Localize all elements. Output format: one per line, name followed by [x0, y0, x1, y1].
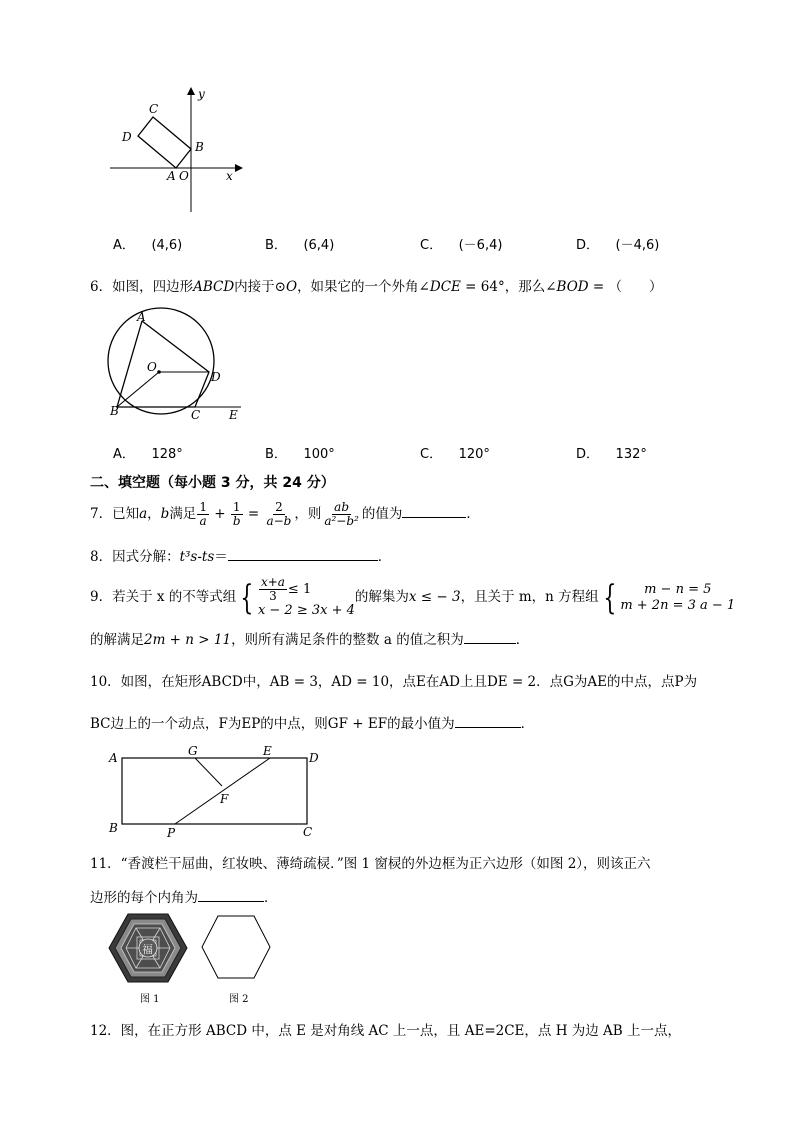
q9-question-line2: 的解满足2m + n > 11，则所有满足条件的整数 a 的值之积为 ． — [90, 628, 529, 648]
q10-label-C: C — [303, 825, 313, 839]
q5-option-d: D． (－4,6) — [576, 238, 660, 253]
q11-fig2-caption: 图 2 — [229, 994, 249, 1005]
q5-label-D: D — [122, 130, 132, 144]
q11-answer-blank — [198, 887, 264, 902]
q10-label-P: P — [167, 826, 176, 840]
q9-inequality-system: $\frac{x+a}{3}$ ≤ 1 x − 2 ≥ 3x + 4 — [257, 575, 355, 618]
q6-option-c: C． 120° — [420, 447, 490, 462]
q10-label-E: E — [263, 744, 272, 758]
q6-label-B: B — [110, 404, 119, 418]
q6-label-C: C — [191, 408, 201, 422]
q10-label-B: B — [109, 821, 118, 835]
q6-label-E: E — [229, 408, 238, 422]
q8-answer-blank — [228, 546, 378, 561]
q5-option-c: C． (－6,4) — [420, 238, 503, 253]
q10-question-line2: BC边上的一个动点，F为EP的中点，则GF + EF的最小值为 ． — [90, 712, 534, 732]
q11-question-line1: 11．“香渡栏干屈曲，红妆映、薄绮疏棂．”图 1 窗棂的外边框为正六边形（如图 2），则该正六 — [90, 856, 651, 872]
q5-option-a: A． (4,6) — [113, 238, 183, 253]
q5-label-y: y — [198, 87, 205, 101]
q11-figure-1-window-lattice — [108, 912, 188, 984]
q6-question: 6．如图，四边形ABCD内接于⊙O，如果它的一个外角∠DCE = 64°，那么∠BOD = （ ） — [90, 279, 663, 295]
q5-label-C: C — [149, 102, 159, 116]
q11-fig1-character: 福 — [142, 943, 153, 956]
q5-option-b: B． (6,4) — [265, 238, 335, 253]
q10-answer-blank — [455, 713, 521, 728]
q10-label-A: A — [109, 751, 118, 765]
q12-question-line1: 12．图，在正方形 ABCD 中，点 E 是对角线 AC 上一点，且 AE=2CE，点 H 为边 AB 上一点， — [90, 1023, 682, 1039]
q10-label-F: F — [220, 792, 229, 806]
q11-fig1-caption: 图 1 — [140, 994, 160, 1005]
q6-option-b: B． 100° — [265, 447, 335, 462]
section-2-heading: 二、填空题（每小题 3 分，共 24 分） — [90, 475, 335, 491]
q6-option-a: A． 128° — [113, 447, 183, 462]
q8-question: 8．因式分解：t³s-ts＝ ． — [90, 545, 391, 565]
q5-label-B: B — [195, 140, 204, 154]
q5-figure — [105, 85, 250, 215]
q7-answer-blank — [402, 503, 466, 518]
q9-question-line1: 9．若关于 x 的不等式组 { $\frac{x+a}{3}$ ≤ 1 x − 2 ≥ 3x + 4 的解集为x ≤ − 3，且关于 m，n 方程组 { m − n = 5 m + 2n = 3 a − 1 — [90, 575, 736, 618]
q7-question: 7．已知a，b满足 $\frac{1}{a}$ + $\frac{1}{b}$ = $\frac{2}{a-b}$ ，则 $\frac{ab}{\text{a²−b²}}$ 的值为 ． — [90, 500, 480, 528]
q11-question-line2: 边形的每个内角为 ． — [90, 886, 278, 906]
q6-label-O: O — [147, 360, 157, 374]
q5-label-x: x — [226, 169, 233, 183]
q6-label-A: A — [137, 310, 146, 324]
q9-equation-system: m − n = 5 m + 2n = 3 a − 1 — [620, 581, 736, 613]
q6-option-d: D． 132° — [576, 447, 647, 462]
q10-label-G: G — [188, 744, 198, 758]
q11-figure-2-hexagon — [200, 914, 272, 980]
q5-label-A: A — [167, 169, 176, 183]
q6-label-D: D — [211, 370, 221, 384]
q6-figure — [105, 305, 250, 425]
q10-question-line1: 10．如图，在矩形ABCD中，AB = 3，AD = 10，点E在AD上且DE = 2．点G为AE的中点，点P为 — [90, 674, 698, 690]
q5-label-O: O — [179, 169, 189, 183]
q9-answer-blank — [464, 629, 516, 644]
q10-figure — [105, 742, 325, 842]
q10-label-D: D — [309, 751, 319, 765]
